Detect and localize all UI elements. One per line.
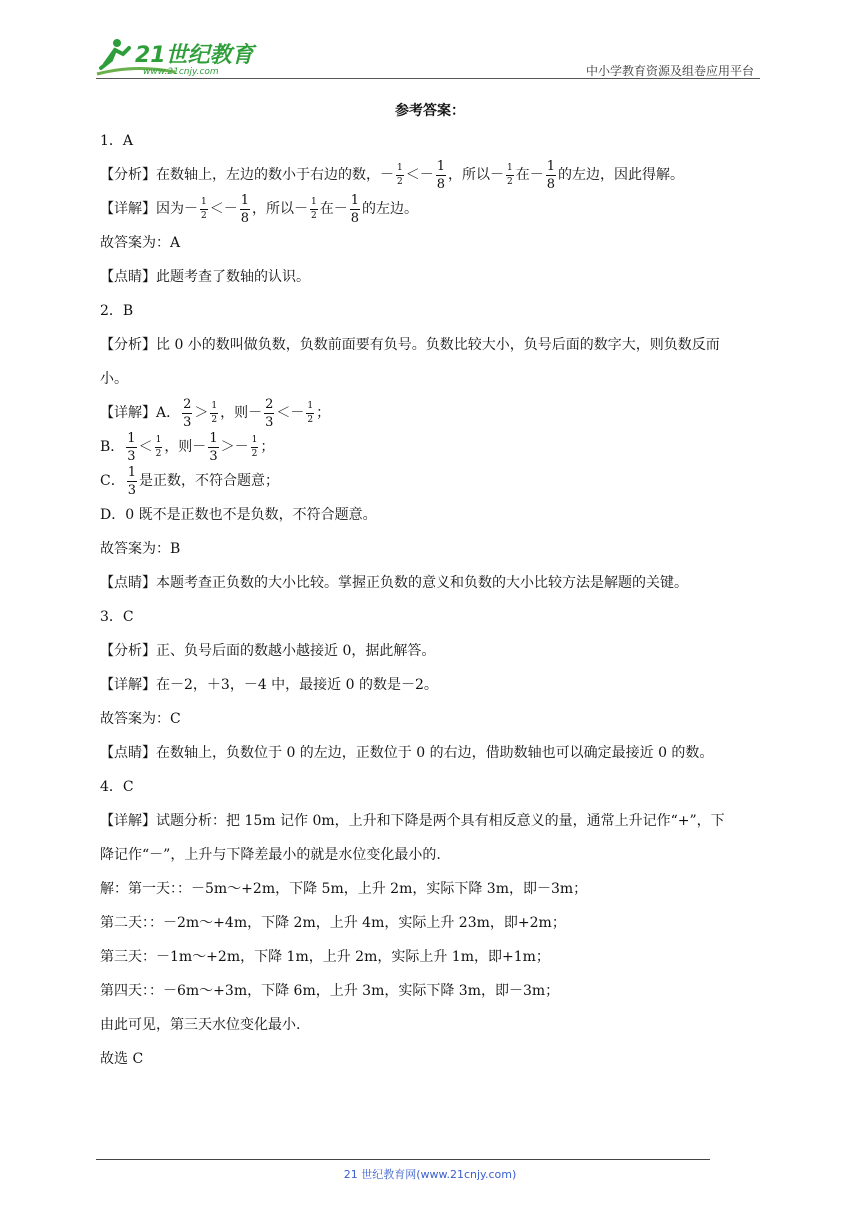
q2-comment: 【点睛】本题考查正负数的大小比较。掌握正负数的意义和负数的大小比较方法是解题的关键。: [100, 575, 688, 591]
q1-comment: 【点睛】此题考查了数轴的认识。: [100, 269, 310, 285]
fraction: $\frac{1}{8}$: [436, 158, 446, 192]
q2-answer: 2．B: [100, 303, 134, 319]
logo-runner-head: [113, 39, 121, 47]
logo-url: www.21cnjy.com: [143, 67, 219, 77]
footer-divider: [96, 1159, 710, 1160]
fraction: $\frac{1}{2}$: [397, 162, 403, 187]
q1-answer: 1．A: [100, 133, 134, 149]
fraction: $\frac{1}{2}$: [251, 434, 258, 459]
fraction: $\frac{1}{2}$: [307, 400, 314, 425]
q1-conclusion: 故答案为：A: [100, 235, 181, 251]
q4-day4: 第四天：：－6m～+3m，下降 6m，上升 3m，实际下降 3m，即－3m；: [100, 983, 560, 999]
fraction: $\frac{1}{3}$: [127, 430, 136, 464]
q4-detail-cont: 降记作“－”，上升与下降差最小的就是水位变化最小的.: [100, 847, 441, 863]
fraction: $\frac{1}{8}$: [240, 192, 250, 226]
fraction: $\frac{1}{2}$: [211, 400, 218, 425]
q4-day1: 解：第一天：：－5m～+2m，下降 5m，上升 2m，实际下降 3m，即－3m；: [100, 881, 588, 897]
q2-detail-d: D．0 既不是正数也不是负数，不符合题意。: [100, 507, 377, 523]
q2-detail-b: B． $\frac{1}{3}$ ＜ $\frac{1}{2}$ ，则－ $\frac{1}{3}$ ＞－ $\frac{1}{2}$ ；: [100, 430, 275, 464]
fraction: $\frac{1}{8}$: [350, 192, 360, 226]
fraction: $\frac{1}{2}$: [201, 196, 207, 221]
fraction: $\frac{1}{8}$: [546, 158, 556, 192]
page-title: 参考答案：: [395, 103, 465, 119]
q2-detail-c: C． $\frac{1}{3}$ 是正数，不符合题意；: [100, 464, 279, 498]
q4-answer: 4．C: [100, 779, 134, 795]
q1-analysis: 【分析】在数轴上，左边的数小于右边的数，－ $\frac{1}{2}$ ＜－ $\frac{1}{8}$ ，所以－ $\frac{1}{2}$ 在－ $\frac{1}{8}$ 的左边，因此得解。: [100, 158, 685, 192]
fraction: $\frac{1}{3}$: [127, 464, 136, 498]
q4-day3: 第三天：－1m～+2m，下降 1m，上升 2m，实际上升 1m，即+1m；: [100, 949, 550, 965]
q4-detail: 【详解】试题分析：把 15m 记作 0m，上升和下降是两个具有相反意义的量，通常上升记作“+”，下: [100, 813, 725, 829]
logo-text: 21世纪教育: [135, 43, 254, 68]
q3-analysis: 【分析】正、负号后面的数越小越接近 0，据此解答。: [100, 643, 436, 659]
fraction: $\frac{2}{3}$: [183, 396, 192, 430]
q4-conclusion: 故选 C: [100, 1051, 144, 1067]
footer-link[interactable]: 21 世纪教育网(www.21cnjy.com): [343, 1168, 517, 1181]
site-logo: [95, 34, 265, 78]
q2-detail-a: 【详解】A． $\frac{2}{3}$ ＞ $\frac{1}{2}$ ，则－ $\frac{2}{3}$ ＜－ $\frac{1}{2}$ ；: [100, 396, 331, 430]
q3-conclusion: 故答案为：C: [100, 711, 181, 727]
q2-conclusion: 故答案为：B: [100, 541, 181, 557]
fraction: $\frac{1}{2}$: [155, 434, 162, 459]
answer-content: [100, 124, 765, 1076]
fraction: $\frac{2}{3}$: [265, 396, 274, 430]
q2-analysis: 【分析】比 0 小的数叫做负数，负数前面要有负号。负数比较大小，负号后面的数字大，则负数反而: [100, 337, 720, 353]
q2-analysis-cont: 小。: [100, 371, 128, 387]
fraction: $\frac{1}{3}$: [209, 430, 218, 464]
fraction: $\frac{1}{2}$: [507, 162, 513, 187]
q3-answer: 3．C: [100, 609, 134, 625]
header-platform-text: 中小学教育资源及组卷应用平台: [585, 64, 754, 78]
q4-day2: 第二天：：－2m～+4m，下降 2m，上升 4m，实际上升 23m，即+2m；: [100, 915, 566, 931]
q3-comment: 【点睛】在数轴上，负数位于 0 的左边，正数位于 0 的右边，借助数轴也可以确定最接近 0 的数。: [100, 745, 714, 761]
header-divider: [96, 78, 760, 79]
q3-detail: 【详解】在－2，＋3，－4 中，最接近 0 的数是－2。: [100, 677, 438, 693]
fraction: $\frac{1}{2}$: [311, 196, 317, 221]
q1-detail: 【详解】因为－ $\frac{1}{2}$ ＜－ $\frac{1}{8}$ ，所以－ $\frac{1}{2}$ 在－ $\frac{1}{8}$ 的左边。: [100, 192, 419, 226]
q4-summary: 由此可见，第三天水位变化最小.: [100, 1017, 301, 1033]
